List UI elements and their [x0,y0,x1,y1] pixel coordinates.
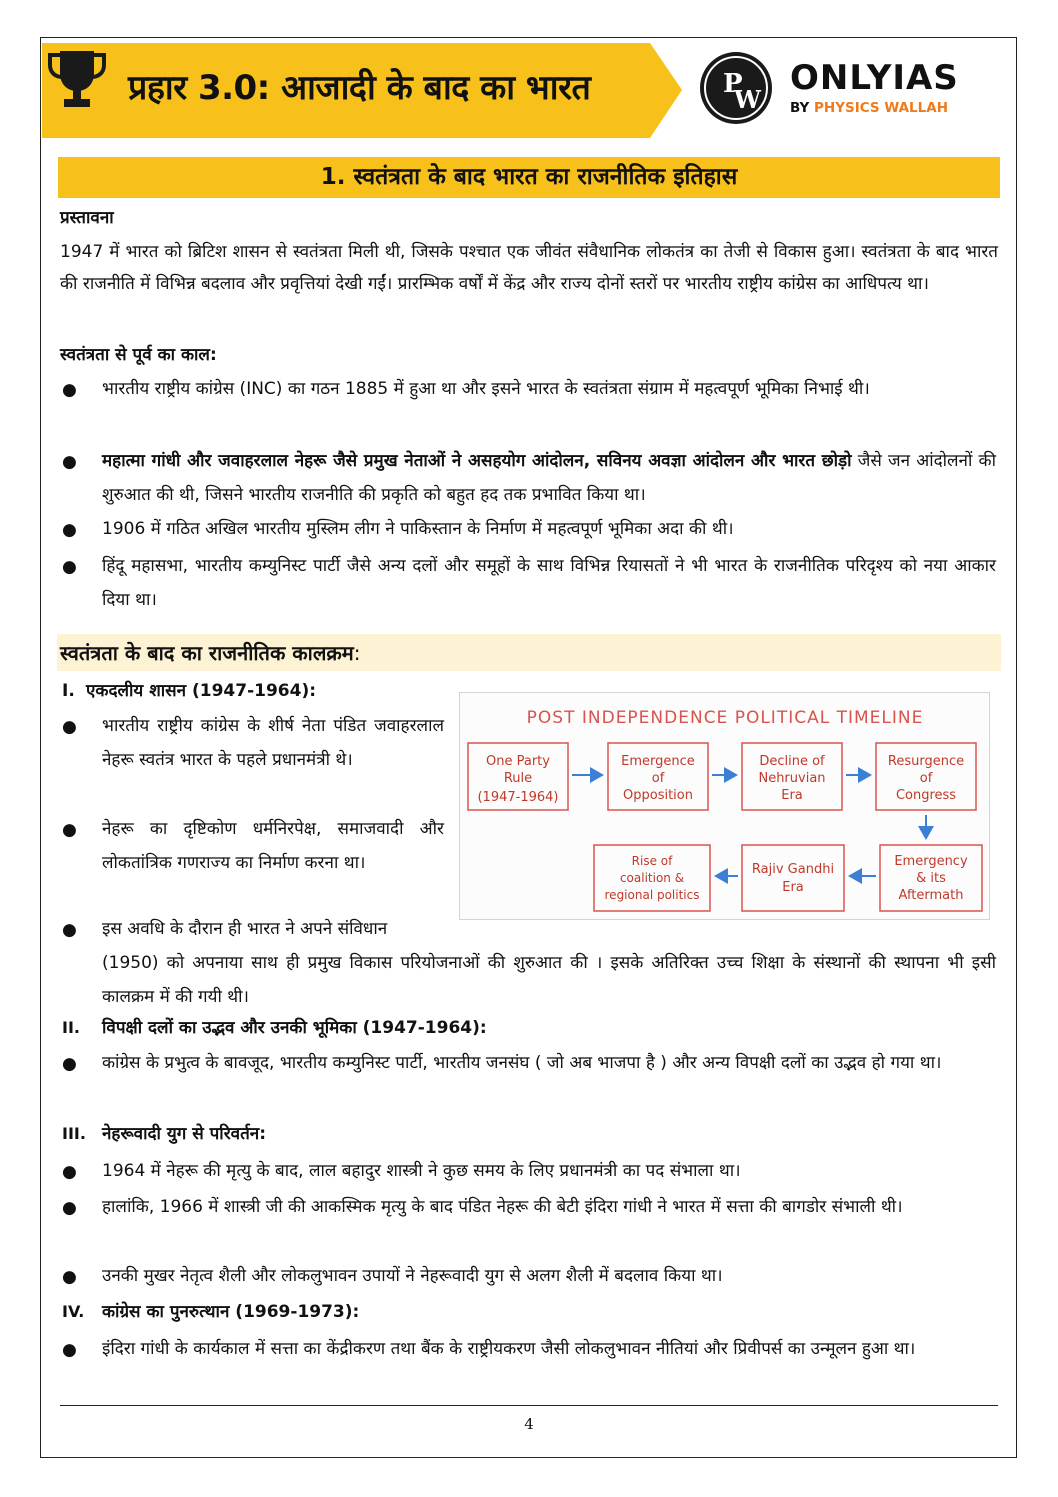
timeline-box-1-line-1: One Party [486,754,550,769]
brand-name: ONLYIAS [790,58,959,98]
section-title: 1. स्वतंत्रता के बाद भारत का राजनीतिक इतिहास [58,157,1000,198]
pre-independence-bullet-4: हिंदू महासभा, भारतीय कम्युनिस्ट पार्टी जैसे अन्य दलों और समूहों के साथ विभिन्न रियासतों ने भी भारत के राजनीतिक परिदृश्य को नया आकार दिया था। [102,556,996,610]
timeline-box-6-line-2: Era [782,880,804,895]
section-3-bullet-1: 1964 में नेहरू की मृत्यु के बाद, लाल बहादुर शास्त्री ने कुछ समय के लिए प्रधानमंत्री का पद संभाला था। [102,1161,741,1181]
bullet-icon: ● [62,452,77,472]
pre-independence-bullet-3: 1906 में गठित अखिल भारतीय मुस्लिम लीग ने पाकिस्तान के निर्माण में महत्वपूर्ण भूमिका अदा की थी। [102,519,734,539]
bullet-icon: ● [62,557,77,577]
timeline-box-3-line-1: Decline of [759,754,825,769]
timeline-box-1-line-2: Rule [503,771,533,786]
chronology-heading-text: स्वतंत्रता के बाद का राजनीतिक कालक्रम [60,641,354,665]
pre-independence-bullet-1: भारतीय राष्ट्रीय कांग्रेस (INC) का गठन 1885 में हुआ था और इसने भारत के स्वतंत्रता संग्राम में महत्वपूर्ण भूमिका निभाई थी। [102,379,870,399]
brand-subtitle-prefix: BY [790,100,815,116]
bullet-icon: ● [62,1340,77,1360]
bullet-icon: ● [62,1162,77,1182]
timeline-box-5-line-3: Aftermath [898,888,964,903]
bullet-icon: ● [62,380,77,400]
bullet-icon: ● [62,1267,77,1287]
timeline-title: POST INDEPENDENCE POLITICAL TIMELINE [526,708,924,728]
timeline-svg [460,693,991,921]
bullet-icon: ● [62,820,77,840]
timeline-box-4-line-2: of [919,771,933,786]
pre-independence-heading: स्वतंत्रता से पूर्व का काल: [60,345,217,365]
timeline-box-6 [742,845,844,911]
section-1-bullet-2: नेहरू का दृष्टिकोण धर्मनिरपेक्ष, समाजवादी और लोकतांत्रिक गणराज्य का निर्माण करना था। [102,819,444,873]
timeline-box-3-line-2: Nehruvian [758,771,826,786]
timeline-box-2-line-3: Opposition [623,788,693,803]
pw-logo-letter-p: P [723,69,743,99]
timeline-box-2-line-2: of [651,771,665,786]
chronology-heading-colon: : [353,641,361,665]
section-title-1: एकदलीय शासन (1947-1964): [86,681,317,701]
brand-subtitle-highlight: PHYSICS WALLAH [814,100,949,116]
timeline-box-5-line-1: Emergency [894,854,968,869]
page-title: प्रहार 3.0: आजादी के बाद का भारत [128,68,591,108]
bullet-icon: ● [62,717,77,737]
pre-independence-bullet-2 [102,444,996,512]
section-1-bullet-1: भारतीय राष्ट्रीय कांग्रेस के शीर्ष नेता पंडित जवाहरलाल नेहरू स्वतंत्र भारत के पहले प्रधानमंत्री थे। [102,716,444,770]
timeline-box-7-line-3: regional politics [604,888,700,902]
timeline-box-7-line-1: Rise of [631,854,673,868]
section-number: IV. [62,1302,85,1321]
section-2-bullet-1: कांग्रेस के प्रभुत्व के बावजूद, भारतीय कम्युनिस्ट पार्टी, भारतीय जनसंघ ( जो अब भाजपा है ) और अन्य विपक्षी दलों का उद्भव हो गया था। [102,1053,942,1073]
intro-paragraph: 1947 में भारत को ब्रिटिश शासन से स्वतंत्रता मिली थी, जिसके पश्चात एक जीवंत संवैधानिक लोकतंत्र का तेजी से विकास हुआ। स्वतंत्रता के बाद भारत की राजनीति में विभिन्न बदलाव और प्रवृत्तियां देखी गईं। प्रारम्भिक वर्षों में केंद्र और राज्य दोनों स्तरों पर भारतीय राष्ट्रीय कांग्रेस का आधिपत्य था। [60,242,998,294]
brand-subtitle [790,100,948,116]
chronology-heading [60,637,360,669]
section-number: II. [62,1018,80,1037]
timeline-box-7-line-2: coalition & [619,871,685,885]
timeline-box-1-line-3: (1947-1964) [477,790,559,805]
intro-heading: प्रस्तावना [60,208,114,228]
section-title-2: विपक्षी दलों का उद्भव और उनकी भूमिका (1947-1964): [102,1018,487,1038]
section-title-3: नेहरूवादी युग से परिवर्तन: [102,1124,267,1144]
pw-logo-icon [698,50,774,126]
timeline-box-3-line-3: Era [781,788,803,803]
pw-logo-letter-w: W [734,85,761,114]
timeline-box-5-line-2: & its [916,871,946,886]
page-number: 4 [524,1415,534,1433]
section-1-bullet-3: इस अवधि के दौरान ही भारत ने अपने संविधान [102,919,388,939]
section-number: I. [62,681,75,701]
section-title-4: कांग्रेस का पुनरुत्थान (1969-1973): [102,1302,360,1322]
section-3-bullet-2: हालांकि, 1966 में शास्त्री जी की आकस्मिक मृत्यु के बाद पंडित नेहरू की बेटी इंदिरा गांधी ने भारत में सत्ता की बागडोर संभाली थी। [102,1197,903,1217]
section-3-bullet-3: उनकी मुखर नेतृत्व शैली और लोकलुभावन उपायों ने नेहरूवादी युग से अलग शैली में बदलाव किया था। [102,1266,723,1286]
timeline-box-2-line-1: Emergence [621,754,695,769]
bullet-icon: ● [62,520,77,540]
timeline-diagram [459,692,990,920]
bullet-icon: ● [62,1198,77,1218]
trophy-icon [42,43,112,113]
bullet-icon: ● [62,1054,77,1074]
footer-divider [60,1405,998,1406]
timeline-box-4-line-3: Congress [895,788,957,803]
bullet-icon: ● [62,920,77,940]
timeline-box-4-line-1: Resurgence [887,754,965,769]
section-number: III. [62,1124,86,1143]
section-1-bullet-3-continued: (1950) को अपनाया साथ ही प्रमुख विकास परियोजनाओं की शुरुआत की । इसके अतिरिक्त उच्च शिक्षा के संस्थानों की स्थापना भी इसी कालक्रम में की गयी थी। [102,953,996,1007]
section-4-bullet-1: इंदिरा गांधी के कार्यकाल में सत्ता का केंद्रीकरण तथा बैंक के राष्ट्रीयकरण जैसी लोकलुभावन नीतियां और प्रिवीपर्स का उन्मूलन हुआ था। [102,1339,916,1359]
bullet-rest-part: जैसे जन आंदोलनों की शुरुआत की थी, जिसने भारतीय राजनीति की प्रकृति को बहुत हद तक प्रभावित किया था। [102,451,996,505]
header-banner [42,43,682,138]
timeline-box-6-line-1: Rajiv Gandhi [751,862,835,877]
bullet-bold-part: महात्मा गांधी और जवाहरलाल नेहरू जैसे प्रमुख नेताओं ने असहयोग आंदोलन, सविनय अवज्ञा आंदोलन और भारत छोड़ो [102,451,852,471]
